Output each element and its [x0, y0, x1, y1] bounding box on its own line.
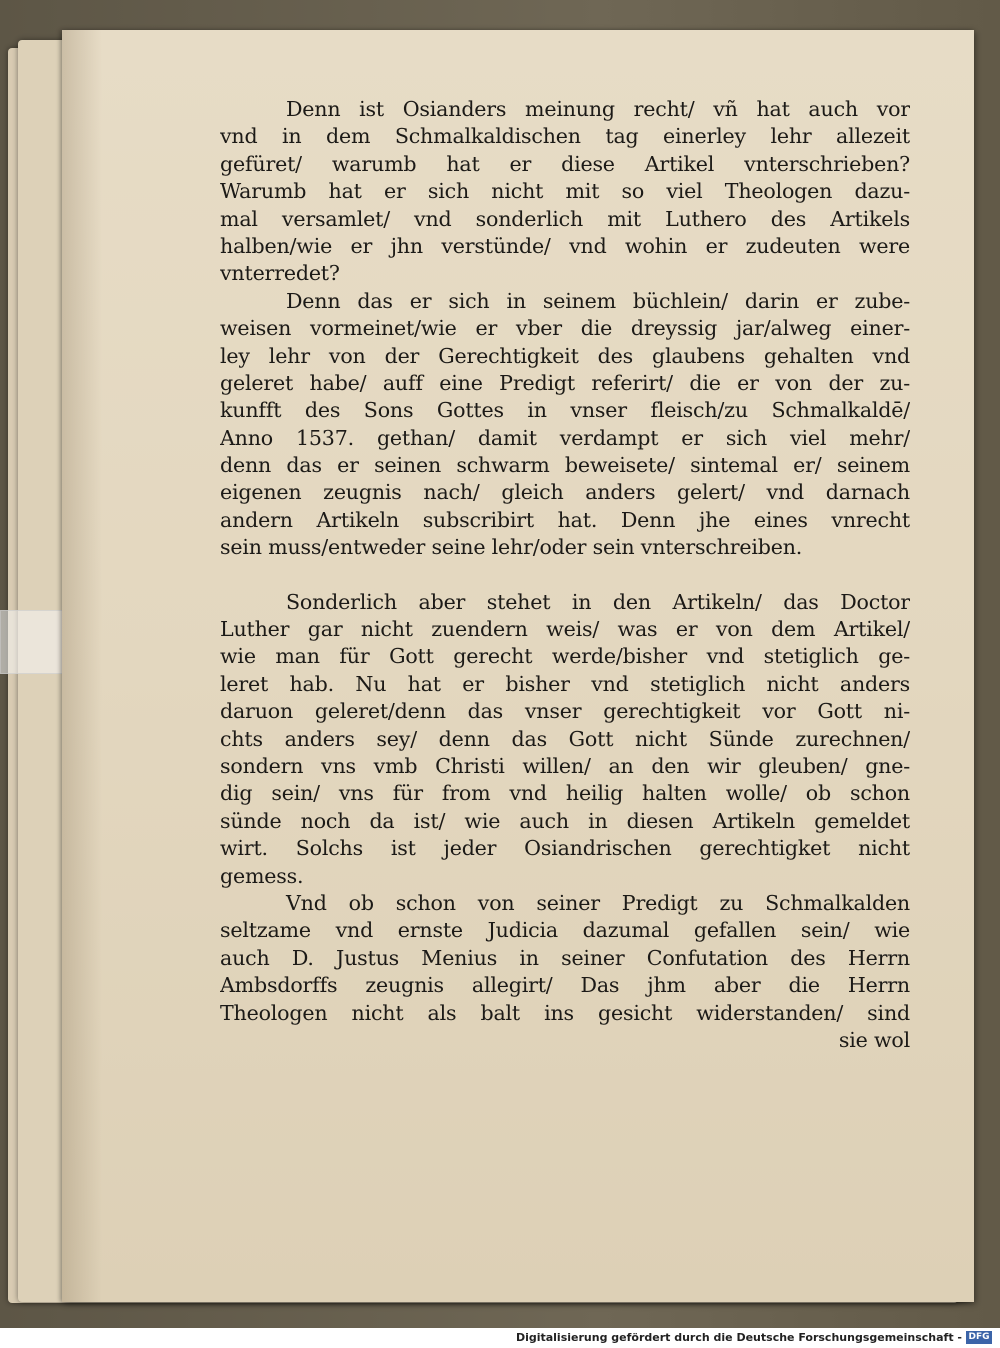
- text-line: daruon geleret/denn das vnser gerechtigkeit vor Gott ni-: [220, 699, 910, 724]
- text-line: mal versamlet/ vnd sonderlich mit Luthero des Artikels: [220, 206, 910, 231]
- text-line: kunfft des Sons Gottes in vnser fleisch/zu Schmalkaldē/: [220, 398, 910, 423]
- paragraph-1: [220, 96, 910, 288]
- paragraph-gap: [220, 562, 910, 589]
- credit-text: Digitalisierung gefördert durch die Deutsche Forschungsgemeinschaft -: [515, 1331, 962, 1344]
- text-line: vnterredet?: [220, 261, 340, 286]
- text-line: seltzame vnd ernste Judicia dazumal gefallen sein/ wie: [220, 918, 910, 943]
- text-line: Luther gar nicht zuendern weis/ was er von dem Artikel/: [220, 617, 910, 642]
- paragraph-4: [220, 890, 910, 1027]
- text-line: gefüret/ warumb hat er diese Artikel vnterschrieben?: [220, 151, 910, 176]
- text-line: Ambsdorffs zeugnis allegirt/ Das jhm aber die Herrn: [220, 973, 910, 998]
- paragraph-3: [220, 589, 910, 890]
- text-line: halben/wie er jhn verstünde/ vnd wohin er zudeuten were: [220, 233, 910, 258]
- text-line: weisen vormeinet/wie er vber die dreyssig jar/alweg einer-: [220, 316, 910, 341]
- page-text: [220, 96, 910, 1054]
- text-line: denn das er seinen schwarm beweisete/ sintemal er/ seinem: [220, 453, 910, 478]
- text-line: Theologen nicht als balt ins gesicht widerstanden/ sind: [220, 1000, 910, 1025]
- text-line: Anno 1537. gethan/ damit verdampt er sich viel mehr/: [220, 425, 910, 450]
- text-line: chts anders sey/ denn das Gott nicht Sünde zurechnen/: [220, 726, 910, 751]
- text-line: geleret habe/ auff eine Predigt referirt/ die er von der zu-: [220, 370, 910, 395]
- text-line: leret hab. Nu hat er bisher vnd stetiglich nicht anders: [220, 671, 910, 696]
- text-line: vnd in dem Schmalkaldischen tag einerley lehr allezeit: [220, 124, 910, 149]
- text-line: andern Artikeln subscribirt hat. Denn jhe eines vnrecht: [220, 507, 910, 532]
- text-line: ley lehr von der Gerechtigkeit des glaubens gehalten vnd: [220, 343, 910, 368]
- text-line: Denn das er sich in seinem büchlein/ darin er zube-: [286, 288, 910, 313]
- text-line: wie man für Gott gerecht werde/bisher vnd stetiglich ge-: [220, 644, 910, 669]
- paragraph-2: [220, 288, 910, 562]
- text-line: Vnd ob schon von seiner Predigt zu Schmalkalden: [286, 890, 910, 915]
- text-line: dig sein/ vns für from vnd heilig halten wolle/ ob schon: [220, 781, 910, 806]
- text-line: auch D. Justus Menius in seiner Confutation des Herrn: [220, 945, 910, 970]
- text-line: Denn ist Osianders meinung recht/ vñ hat auch vor: [286, 97, 910, 121]
- text-line: wirt. Solchs ist jeder Osiandrischen gerechtigket nicht: [220, 836, 910, 861]
- text-line: sein muss/entweder seine lehr/oder sein vnterschreiben.: [220, 535, 803, 560]
- text-line: eigenen zeugnis nach/ gleich anders gelert/ vnd darnach: [220, 480, 910, 505]
- digitization-credit-bar: [0, 1328, 1000, 1348]
- text-line: gemess.: [220, 863, 304, 888]
- text-line: sünde noch da ist/ wie auch in diesen Artikeln gemeldet: [220, 808, 910, 833]
- text-line: sondern vns vmb Christi willen/ an den wir gleuben/ gne-: [220, 753, 910, 778]
- catchword: sie wol: [838, 1027, 910, 1052]
- dfg-logo-icon: DFG: [966, 1331, 992, 1344]
- text-line: Sonderlich aber stehet in den Artikeln/ das Doctor: [286, 589, 910, 614]
- text-line: Warumb hat er sich nicht mit so viel Theologen dazu-: [220, 179, 910, 204]
